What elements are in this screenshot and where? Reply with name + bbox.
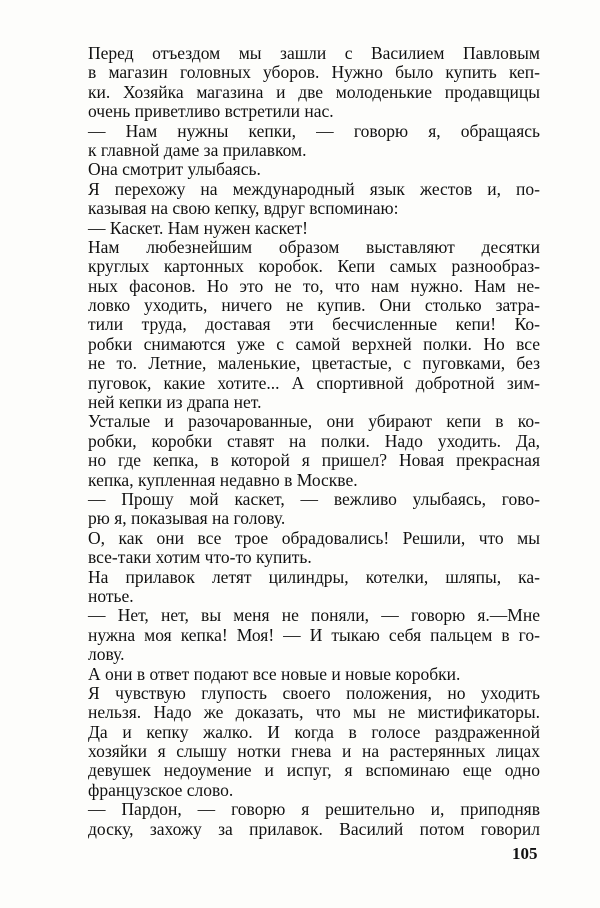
text-line: робки снимаются уже с самой верхней полки. Но все [88, 333, 540, 354]
text-line: О, как они все трое обрадовались! Решили, что мы [88, 527, 540, 548]
page-number: 105 [512, 844, 538, 863]
text-line: кепка, купленная недавно в Москве. [88, 469, 358, 490]
text-line: Перед отъездом мы зашли с Василием Павловым [88, 43, 540, 63]
text-line: А они в ответ подают все новые и новые коробки. [88, 663, 461, 684]
text-line: очень приветливо встретили нас. [88, 101, 334, 122]
text-line: пуговок, какие хотите... А спортивной добротной зим- [88, 372, 540, 393]
body-text [88, 44, 540, 839]
text-line: Я перехожу на международный язык жестов и, по- [88, 178, 540, 199]
text-line: девушек недоумение и испуг, я вспоминаю еще одно [88, 760, 540, 781]
text-line: — Нет, нет, вы меня не поняли, — говорю я.—Мне [88, 605, 540, 626]
text-line: — Пардон, — говорю я решительно и, приподняв [88, 799, 540, 820]
text-line: Нам любезнейшим образом выставляют десятки [88, 236, 540, 257]
text-line: — Каскет. Нам нужен каскет! [88, 217, 308, 238]
text-line: казывая на свою кепку, вдруг вспоминаю: [88, 198, 399, 219]
text-line: ловко уходить, ничего не купив. Они столько затра- [88, 295, 540, 316]
text-line: нотье. [88, 585, 134, 606]
text-line: к главной даме за прилавком. [88, 139, 307, 160]
text-line: Я чувствую глупость своего положения, но уходить [88, 682, 540, 703]
text-line: французское слово. [88, 779, 234, 800]
text-line: доску, захожу за прилавок. Василий потом говорил [88, 818, 540, 839]
text-line: ных фасонов. Но это не то, что нам нужно. Нам не- [88, 275, 540, 296]
text-line: Да и кепку жалко. И когда в голосе раздраженной [88, 721, 540, 742]
text-line: ней кепки из драпа нет. [88, 392, 262, 413]
text-line: ки. Хозяйка магазина и две молоденькие продавщицы [88, 81, 540, 102]
text-line: рю я, показывая на голову. [88, 508, 286, 529]
text-line: — Прошу мой каскет, — вежливо улыбаясь, гово- [88, 488, 540, 509]
text-line: лову. [88, 644, 125, 665]
text-line: — Нам нужны кепки, — говорю я, обращаясь [88, 120, 540, 141]
text-line: в магазин головных уборов. Нужно было купить кеп- [88, 62, 540, 83]
text-line: все-таки хотим что-то купить. [88, 547, 312, 568]
text-line: На прилавок летят цилиндры, котелки, шляпы, ка- [88, 566, 540, 587]
text-line: не то. Летние, маленькие, цветастые, с пуговками, без [88, 353, 540, 374]
text-line: Она смотрит улыбаясь. [88, 159, 261, 180]
text-line: но где кепка, в которой я пришел? Новая прекрасная [88, 450, 540, 471]
text-line: круглых картонных коробок. Кепи самых разнообраз- [88, 256, 540, 277]
text-line: робки, коробки ставят на полки. Надо уходить. Да, [88, 430, 540, 451]
text-line: нельзя. Надо же доказать, что мы не мистификаторы. [88, 702, 540, 723]
text-line: хозяйки я слышу нотки гнева и на растерянных лицах [88, 741, 540, 762]
text-line: нужна моя кепка! Моя! — И тыкаю себя пальцем в го- [88, 624, 540, 645]
text-line: Усталые и разочарованные, они убирают кепи в ко- [88, 411, 540, 432]
text-line: тили труда, доставая эти бесчисленные кепи! Ко- [88, 314, 540, 335]
